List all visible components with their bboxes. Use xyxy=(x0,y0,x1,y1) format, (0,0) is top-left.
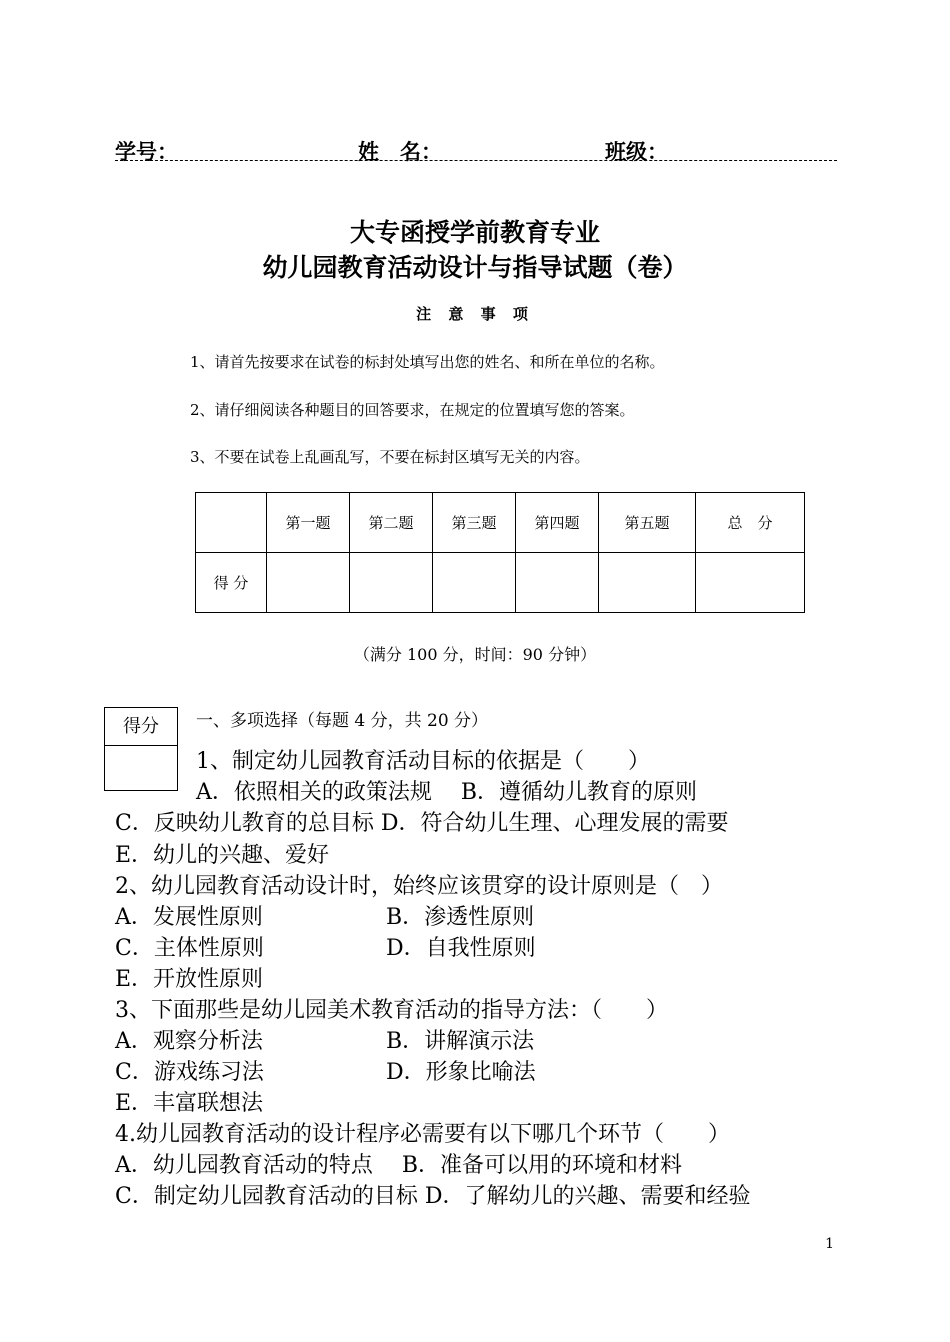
option-line: A．依照相关的政策法规 B．遵循幼儿教育的原则 xyxy=(196,780,698,805)
question-line: 4.幼儿园教育活动的设计程序必需要有以下哪几个环节（ ） xyxy=(115,1122,730,1147)
option-line: E．丰富联想法 xyxy=(115,1091,264,1116)
notice-item: 1、请首先按要求在试卷的标封处填写出您的姓名、和所在单位的名称。 xyxy=(190,353,665,371)
option-line: A．观察分析法 xyxy=(115,1029,263,1054)
score-cell[interactable] xyxy=(599,553,696,613)
score-table-row xyxy=(196,553,805,613)
option-line: A．发展性原则 xyxy=(115,905,263,930)
option-line: E．开放性原则 xyxy=(115,967,264,992)
option-line: D．形象比喻法 xyxy=(386,1060,536,1085)
score-table xyxy=(195,492,805,613)
section-title: 一、多项选择（每题 4 分，共 20 分） xyxy=(196,711,489,731)
score-table-header-cell xyxy=(196,493,267,553)
exam-title-line2: 幼儿园教育活动设计与指导试题（卷） xyxy=(262,253,688,282)
score-table-header-cell: 第二题 xyxy=(350,493,433,553)
score-table-header-row xyxy=(196,493,805,553)
class-label: 班级： xyxy=(605,140,668,164)
notice-item: 2、请仔细阅读各种题目的回答要求，在规定的位置填写您的答案。 xyxy=(190,401,635,419)
question-line: 1、制定幼儿园教育活动目标的依据是（ ） xyxy=(196,749,650,774)
name-label: 姓 名： xyxy=(358,140,442,164)
score-table-header-cell: 第四题 xyxy=(516,493,599,553)
option-line: A．幼儿园教育活动的特点 B．准备可以用的环境和材料 xyxy=(115,1153,683,1178)
option-line: B．讲解演示法 xyxy=(386,1029,535,1054)
section-score-field[interactable] xyxy=(105,746,177,790)
section-score-label: 得分 xyxy=(105,708,177,746)
question-line: 3、下面那些是幼儿园美术教育活动的指导方法：（ ） xyxy=(115,998,668,1023)
score-table-header-cell: 第三题 xyxy=(433,493,516,553)
notice-heading: 注 意 事 项 xyxy=(416,305,534,323)
full-mark-note: （满分 100 分，时间：90 分钟） xyxy=(353,645,597,664)
option-line: C．游戏练习法 xyxy=(115,1060,264,1085)
page-number: 1 xyxy=(825,1236,834,1252)
score-cell[interactable] xyxy=(696,553,805,613)
option-line: D．自我性原则 xyxy=(386,936,536,961)
score-cell[interactable] xyxy=(267,553,350,613)
score-cell[interactable] xyxy=(433,553,516,613)
student-id-label: 学号： xyxy=(115,140,178,164)
score-row-label: 得 分 xyxy=(196,553,267,613)
score-cell[interactable] xyxy=(516,553,599,613)
question-line: 2、幼儿园教育活动设计时，始终应该贯穿的设计原则是（ ） xyxy=(115,874,723,899)
score-table-header-cell: 第一题 xyxy=(267,493,350,553)
score-cell[interactable] xyxy=(350,553,433,613)
score-table-header-cell: 总 分 xyxy=(696,493,805,553)
option-line: C．主体性原则 xyxy=(115,936,264,961)
notice-item: 3、不要在试卷上乱画乱写，不要在标封区填写无关的内容。 xyxy=(190,448,590,466)
header-fill-line xyxy=(115,160,837,161)
option-line: B．渗透性原则 xyxy=(386,905,535,930)
score-table-header-cell: 第五题 xyxy=(599,493,696,553)
section-score-box xyxy=(104,707,178,791)
option-line: C．制定幼儿园教育活动的目标 D．了解幼儿的兴趣、需要和经验 xyxy=(115,1184,751,1209)
exam-title-line1: 大专函授学前教育专业 xyxy=(349,218,600,247)
option-line: E．幼儿的兴趣、爱好 xyxy=(115,843,330,868)
option-line: C．反映幼儿教育的总目标 D．符合幼儿生理、心理发展的需要 xyxy=(115,811,729,836)
